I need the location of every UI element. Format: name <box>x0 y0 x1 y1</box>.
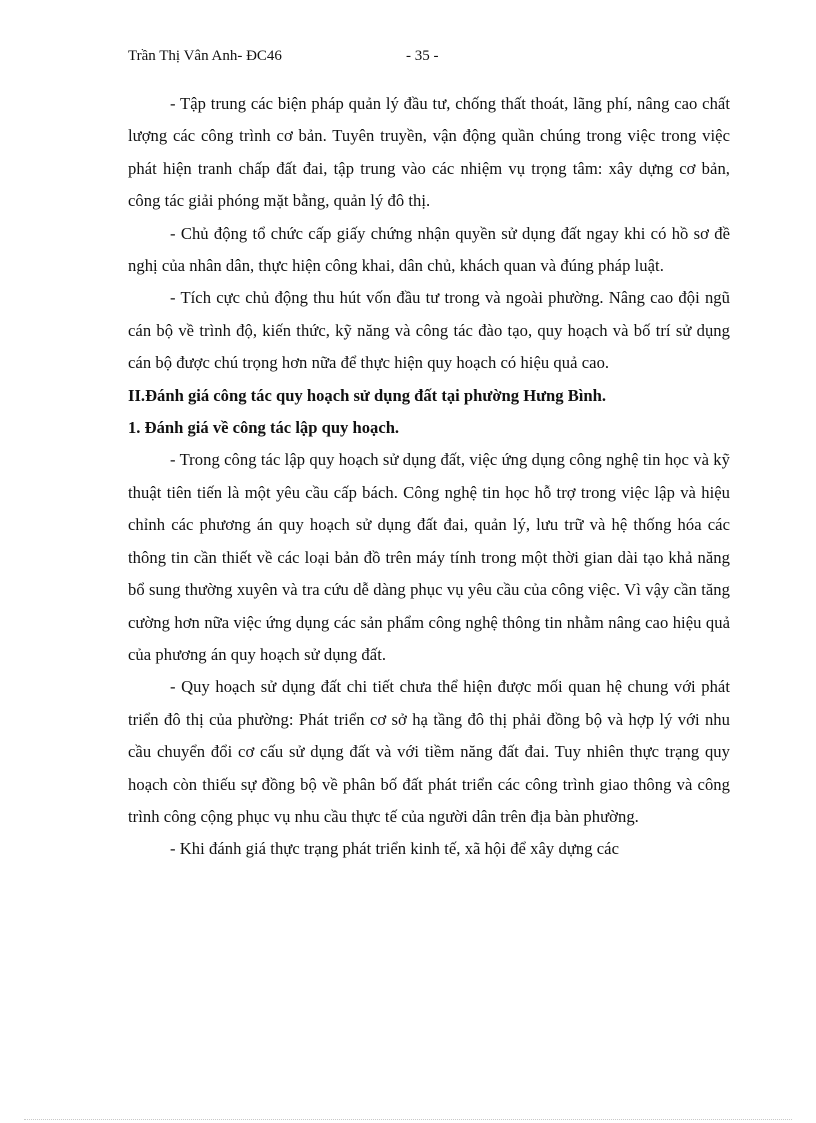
paragraph-urban-development: - Quy hoạch sử dụng đất chi tiết chưa thể hiện được mối quan hệ chung với phát triển đô thị của phường: Phát triển cơ sở hạ tầng đô thị phải đồng bộ và hợp lý với nhu cầu chuyển đổi cơ cấu sử dụng đất và với tiềm năng đất đai. Tuy nhiên thực trạng quy hoạch còn thiếu sự đồng bộ về phân bố đất phát triển các công trình giao thông và công trình công cộng phục vụ nhu cầu thực tế của người dân trên địa bàn phường. <box>128 677 730 826</box>
paragraph-land-certificate: - Chủ động tổ chức cấp giấy chứng nhận quyền sử dụng đất ngay khi có hồ sơ đề nghị của nhân dân, thực hiện công khai, dân chủ, khách quan và đúng pháp luật. <box>128 223 730 276</box>
header-author: Trần Thị Vân Anh- ĐC46 <box>128 48 282 64</box>
paragraph-socioeconomic-assessment: - Khi đánh giá thực trạng phát triển kinh tế, xã hội để xây dựng các <box>170 839 619 859</box>
header-page-number: - 35 - <box>406 48 439 64</box>
document-body <box>128 88 730 866</box>
paragraph-investment-management: - Tập trung các biện pháp quản lý đầu tư, chống thất thoát, lãng phí, nâng cao chất lượng các công trình cơ bản. Tuyên truyền, vận động quần chúng trong việc trong việc phát hiện tranh chấp đất đai, tập trung vào các nhiệm vụ trọng tâm: xây dựng cơ bản, công tác giải phóng mặt bằng, quản lý đô thị. <box>128 94 730 211</box>
section-heading-evaluation: II.Đánh giá công tác quy hoạch sử dụng đất tại phường Hưng Bình. <box>128 385 607 405</box>
page-header <box>128 48 728 70</box>
paragraph-attract-investment: - Tích cực chủ động thu hút vốn đầu tư trong và ngoài phường. Nâng cao đội ngũ cán bộ về trình độ, kiến thức, kỹ năng và công tác đào tạo, quy hoạch và bố trí sử dụng cán bộ được chú trọng hơn nữa để thực hiện quy hoạch có hiệu quả cao. <box>128 288 730 373</box>
subsection-heading-planning: 1. Đánh giá về công tác lập quy hoạch. <box>128 418 400 438</box>
paragraph-technology-application: - Trong công tác lập quy hoạch sử dụng đất, việc ứng dụng công nghệ tin học và kỹ thuật tiên tiến là một yêu cầu cấp bách. Công nghệ tin học hỗ trợ trong việc lập và hiệu chỉnh các phương án quy hoạch sử dụng đất đai, quản lý, lưu trữ và hệ thống hóa các thông tin cần thiết về các loại bản đồ trên máy tính trong một thời gian dài tạo khả năng bổ sung thường xuyên và tra cứu dễ dàng phục vụ yêu cầu của công việc. Vì vậy cần tăng cường hơn nữa việc ứng dụng các sản phẩm công nghệ thông tin nhằm nâng cao hiệu quả của phương án quy hoạch sử dụng đất. <box>128 450 730 664</box>
page-bottom-rule <box>24 1119 792 1120</box>
